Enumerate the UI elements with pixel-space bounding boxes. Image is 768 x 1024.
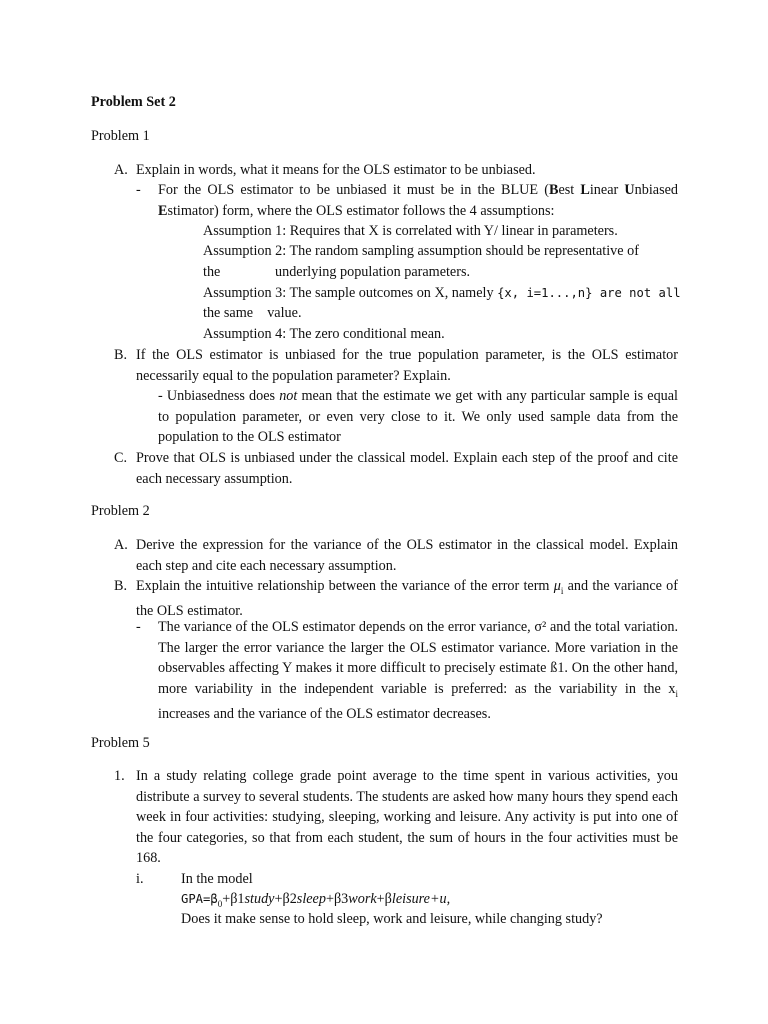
assumption-2-line-2a: the: [203, 264, 221, 280]
mu-symbol: μ: [553, 578, 561, 594]
answer-text: - Unbiasedness does: [158, 388, 280, 404]
acronym-letter: U: [624, 182, 635, 198]
p1-a-question: Explain in words, what it means for the OLS estimator to be unbiased.: [136, 162, 536, 178]
equation-lhs: GPA=β: [181, 892, 218, 906]
p2-a-label: A.: [114, 537, 128, 553]
equation-term: +β1: [222, 891, 245, 907]
p1-b-question: If the OLS estimator is unbiased for the true population parameter, is the OLS estimator necessarily equal to the population parameter? Explain.: [136, 347, 678, 384]
answer-text: est: [558, 182, 581, 198]
p2-b-question: [136, 576, 678, 622]
p5-i-intro: In the model: [181, 871, 253, 887]
assumption-3-line-2: the same value.: [203, 305, 302, 321]
p1-c-question: Prove that OLS is unbiased under the classical model. Explain each step of the proof and cite each necessary assumption.: [136, 450, 678, 487]
subscript: i: [560, 585, 564, 596]
assumption-2-line-2b: underlying population parameters.: [275, 264, 471, 280]
document-title: [91, 92, 176, 113]
assumption-2-line-1: Assumption 2: The random sampling assumption should be representative of: [203, 243, 639, 259]
assumption-text: Assumption 3: The sample outcomes on X, namely: [203, 285, 498, 301]
problem-5-heading: Problem 5: [91, 735, 150, 751]
answer-text: For the OLS estimator to be unbiased it must be in the BLUE (: [158, 182, 549, 198]
p1-a-dash: -: [136, 182, 141, 198]
p1-a-label: A.: [114, 162, 128, 178]
p2-b-dash: -: [136, 619, 141, 635]
p5-i-question: Does it make sense to hold sleep, work and leisure, while changing study?: [181, 911, 603, 927]
equation-term: +β: [376, 891, 392, 907]
p1-c-label: C.: [114, 450, 128, 466]
equation-term: +β2: [274, 891, 297, 907]
variable-sleep: sleep: [296, 891, 326, 907]
answer-text: nbiased: [634, 182, 678, 198]
subscript: i: [675, 688, 678, 699]
answer-text: stimator) form, where the OLS estimator follows the 4 assumptions:: [167, 202, 555, 219]
variable-study: study: [244, 891, 275, 907]
p1-a-answer: [158, 180, 678, 221]
assumption-3-line-1: [203, 283, 681, 304]
problem-2-heading: Problem 2: [91, 503, 150, 519]
p5-q1-label: 1.: [114, 768, 125, 784]
subscript: 0: [217, 898, 223, 909]
problem-1-heading: Problem 1: [91, 128, 150, 144]
error-term: +u,: [429, 891, 451, 907]
question-text: and the variance of the OLS estimator.: [136, 578, 678, 620]
assumption-1: Assumption 1: Requires that X is correlated with Y/ linear in parameters.: [203, 223, 618, 239]
p2-b-answer: [158, 617, 678, 725]
acronym-letter: E: [158, 202, 168, 219]
emphasis: not: [279, 388, 298, 404]
p5-i-label: i.: [136, 871, 144, 887]
equation-term: +β3: [325, 891, 349, 907]
assumption-4: Assumption 4: The zero conditional mean.: [203, 326, 445, 342]
p2-a-question: Derive the expression for the variance of the OLS estimator in the classical model. Explain each step and cite each necessary assumption.: [136, 537, 678, 574]
p5-q1-text: In a study relating college grade point average to the time spent in various activities, you distribute a survey to several students. The students are asked how many hours they spend each week in four activities: studying, sleeping, working and leisure. Any activity is put into one of the four categories, so that from each student, the sum of hours in the four activities must be 168.: [136, 768, 678, 867]
answer-text: mean that the estimate we get with any particular sample is equal to population parameter, or even very close to it. We only used sample data from the population to the OLS estimator: [158, 388, 678, 446]
assumption-math: {x, i=1...,n} are not all: [497, 286, 681, 300]
answer-text: inear: [589, 182, 625, 198]
answer-text: increases and the variance of the OLS estimator decreases.: [158, 706, 491, 723]
title-text: Problem Set 2: [91, 94, 176, 110]
variable-leisure: leisure: [391, 891, 430, 907]
p1-b-label: B.: [114, 347, 128, 363]
acronym-letter: B: [548, 182, 559, 198]
question-text: Explain the intuitive relationship between the variance of the error term: [136, 578, 554, 594]
p2-b-label: B.: [114, 578, 128, 594]
p1-b-answer: [158, 386, 678, 448]
answer-text: The variance of the OLS estimator depends on the error variance, σ² and the total variation. The larger the error variance the larger the OLS estimator variance. More variation in the observables affecting Y makes it more difficult to precisely estimate ß1. On the other hand, more variability in the independent variable is preferred: as the variability in the x: [158, 619, 678, 697]
variable-work: work: [348, 891, 377, 907]
acronym-letter: L: [580, 182, 590, 198]
